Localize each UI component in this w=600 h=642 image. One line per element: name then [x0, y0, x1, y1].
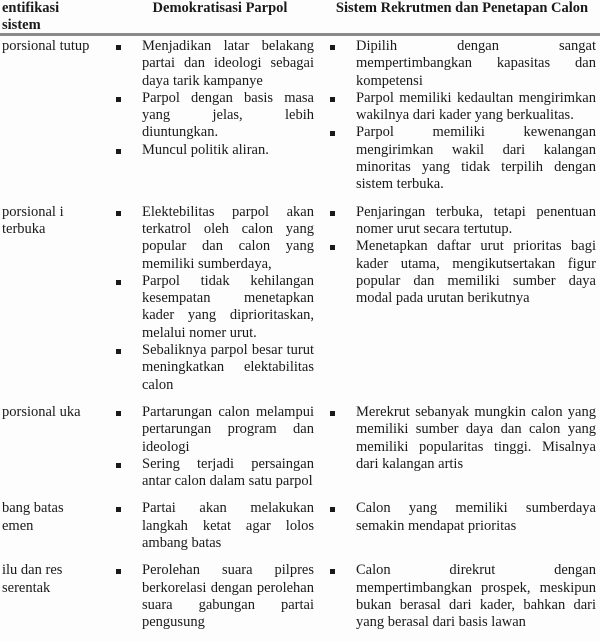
bullet-icon — [116, 149, 121, 154]
list-item: Partarungan calon melampui pertarungan program dan ideologi — [142, 404, 314, 456]
bullet-icon — [116, 45, 121, 50]
row-3-identification: porsional uka — [2, 403, 81, 420]
row-2-recruitment — [320, 204, 600, 308]
list-item: Parpol tidak kehilangan kesempatan menetapkan kader yang diprioritaskan, melalui nomer urut. — [142, 273, 314, 342]
list-item: Parpol memiliki kedaultan mengirimkan wakilnya dari kader yang berkualitas. — [356, 90, 596, 125]
table-body — [0, 38, 600, 642]
list-item: Penjaringan terbuka, tetapi penentuan nomer urut secara tertutup. — [356, 204, 596, 239]
bullet-icon — [116, 97, 121, 102]
row-5-democratization — [100, 562, 320, 631]
list-item: Sering terjadi persaingan antar calon dalam satu parpol — [142, 456, 314, 491]
row-4-recruitment — [320, 500, 600, 535]
row-5-identification: ilu dan res serentak — [2, 562, 63, 596]
row-5-recruitment — [320, 562, 600, 631]
table-row — [0, 404, 600, 490]
list-item: Menetapkan daftar urut prioritas bagi kader utama, mengikutsertakan figur popular dan memiliki sumber daya modal pada urutan berikutnya — [356, 238, 596, 307]
row-2-democratization — [100, 204, 320, 394]
bullet-icon — [116, 463, 121, 468]
bullet-icon — [116, 211, 121, 216]
row-1-democratization — [100, 38, 320, 159]
header-identification — [2, 0, 94, 34]
row-3-recruitment — [320, 404, 600, 473]
bullet-icon — [116, 280, 121, 285]
bullet-icon — [330, 131, 335, 136]
header-identification-line2: sistem — [2, 17, 41, 33]
row-4-identification: bang batas emen — [2, 500, 64, 534]
bullet-icon — [116, 411, 121, 416]
list-item: Menjadikan latar belakang partai dan ideologi sebagai daya tarik kampanye — [142, 38, 314, 90]
list-item: Partai akan melakukan langkah ketat agar lolos ambang batas — [142, 500, 314, 552]
header-democratization: Demokratisasi Parpol — [152, 0, 288, 16]
list-item: Perolehan suara pilpres berkorelasi dengan perolehan suara gabungan partai pengusung — [142, 562, 314, 631]
bullet-icon — [330, 569, 335, 574]
row-1-identification: porsional tutup — [2, 38, 90, 54]
bullet-icon — [116, 507, 121, 512]
table-row — [0, 562, 600, 631]
table-row — [0, 500, 600, 552]
bullet-icon — [330, 245, 335, 250]
row-3-democratization — [100, 404, 320, 490]
table-row — [0, 204, 600, 394]
list-item: Sebaliknya parpol besar turut meningkatkan elektabilitas calon — [142, 342, 314, 394]
list-item: Parpol memiliki kewenangan mengirimkan wakil dari kalangan minoritas yang tidak terpilih dengan sistem terbuka. — [356, 124, 596, 193]
header-identification-line1: entifikasi — [2, 0, 60, 16]
list-item: Parpol dengan basis masa yang jelas, lebih diuntungkan. — [142, 90, 314, 142]
row-4-democratization — [100, 500, 320, 552]
bullet-icon — [330, 97, 335, 102]
bullet-icon — [116, 349, 121, 354]
row-1-recruitment — [320, 38, 600, 194]
list-item: Elektebilitas parpol akan terkatrol oleh calon yang popular dan calon yang memiliki sumberdaya, — [142, 204, 314, 273]
bullet-icon — [330, 507, 335, 512]
list-item: Merekrut sebanyak mungkin calon yang memiliki sumber daya dan calon yang memiliki popularitas tinggi. Misalnya dari kalangan artis — [356, 404, 596, 473]
bullet-icon — [330, 411, 335, 416]
list-item: Calon direkrut dengan mempertimbangkan prospek, meskipun bukan berasal dari kader, bahkan dari yang berasal dari basis lawan — [356, 562, 596, 631]
header-divider — [0, 33, 600, 36]
list-item: Calon yang memiliki sumberdaya semakin mendapat prioritas — [356, 500, 596, 535]
row-2-identification: porsional i terbuka — [2, 203, 64, 237]
header-recruitment: Sistem Rekrutmen dan Penetapan Calon — [335, 0, 589, 16]
bullet-icon — [330, 45, 335, 50]
bullet-icon — [330, 211, 335, 216]
bullet-icon — [116, 569, 121, 574]
table-row — [0, 38, 600, 194]
list-item: Muncul politik aliran. — [142, 142, 314, 159]
list-item: Dipilih dengan sangat mempertimbangkan kapasitas dan kompetensi — [356, 38, 596, 90]
